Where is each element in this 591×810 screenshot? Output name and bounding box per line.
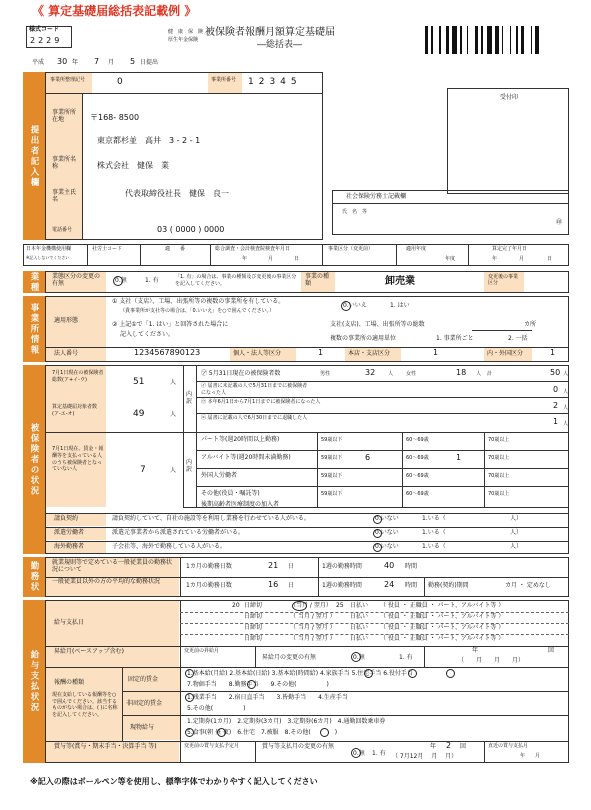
divider [484, 432, 485, 507]
avg-hours-label: 1週の勤務時間 [322, 582, 362, 589]
divider [45, 513, 569, 514]
overseas-close: 人） [510, 543, 523, 550]
breakdown-i-label: ㋑ 届書に未記載の人で5月31日までに被保険者になった人 [201, 383, 308, 396]
foreign-label: 内・外国区分 [487, 350, 524, 357]
divider [424, 577, 425, 597]
female-value[interactable]: 18 [456, 368, 467, 377]
barcode [425, 26, 565, 56]
late-label: 後期高齢者医療制度の加入者 [201, 501, 280, 508]
section-band-wage [23, 600, 45, 763]
receipt-stamp-label: 受付印 [500, 94, 519, 101]
addr-label: 事業所所在地 [52, 109, 77, 123]
divider [196, 450, 569, 451]
inkind-label: 現物給与 [130, 724, 155, 731]
divider [180, 557, 181, 597]
section-label-insured: 被保険者の状況 [29, 422, 39, 497]
nonfixed-items-1[interactable]: 1.残業手当 2.宿日直手当 3.皆勤手当 4.生産手当 [187, 694, 348, 701]
divider [396, 244, 397, 266]
sharoushi-label: 社会保険労務士記載欄 [346, 193, 407, 200]
biz-change-none[interactable]: 0.無 [115, 277, 127, 284]
bonus-times-value[interactable]: 2 [446, 741, 452, 750]
pay-month-option[interactable]: （ 当月 / 翌月 ） [290, 613, 336, 620]
circle-mark [217, 728, 226, 737]
pay-row-divider [180, 634, 569, 635]
divider [45, 93, 323, 94]
barcode-bar [535, 26, 538, 54]
age-70-3: 70歳以上 [488, 473, 510, 479]
office-code-label: 事業所整理記号 [50, 77, 86, 83]
reg-days-value[interactable]: 21 [268, 561, 279, 570]
apply-question-2b: 記入してください。 [120, 331, 175, 338]
breakdown-i-value[interactable]: 0 [553, 385, 559, 394]
office-no-label: 事業所番号 [211, 77, 237, 83]
divider [255, 741, 256, 763]
office-no-value[interactable]: 12345 [248, 77, 302, 87]
pt-label: パート等(週20時間以上勤務) [201, 436, 280, 443]
breakdown-a-label: ㋐ 5月31日現在の被保険者数 [201, 370, 281, 377]
submit-month-unit: 月 [108, 59, 115, 66]
pay-day-unit: 日払い [350, 602, 369, 609]
raise-month-row: （ 月 月 月） [458, 657, 525, 664]
submit-day-unit: 日提出 [140, 59, 159, 66]
circle-mark [185, 669, 194, 678]
raise-times: 回 [548, 647, 555, 654]
reg-days-label: 1カ月の勤務日数 [186, 563, 232, 570]
divider [82, 93, 83, 240]
info-item-1: 社労士コード [92, 246, 123, 252]
info-month: 月 [268, 256, 274, 262]
submitter-box [45, 72, 323, 240]
barcode-bar [467, 26, 469, 54]
receipt-stamp-box [447, 88, 569, 194]
insurance-type-health: 健 康 保 険 [168, 29, 204, 35]
divider [196, 397, 569, 398]
inkind-items-1[interactable]: 1.定期券(1カ月) 2.定期券(3カ月) 3.定期券(6カ月) 4.通勤回数乗車券 [187, 718, 386, 725]
divider [424, 646, 425, 667]
divider [180, 646, 181, 667]
ar-60-value[interactable]: 1 [456, 453, 462, 462]
section-band-office [23, 296, 45, 362]
postal-code[interactable]: 〒168- 8500 [90, 113, 140, 122]
breakdown-label: 内訳 [186, 391, 193, 405]
office-code-value[interactable]: 0 [117, 77, 123, 87]
biz-type-label: 事業の種 類 [305, 273, 336, 287]
ins-jul1-value[interactable]: 51 [133, 377, 145, 387]
bonus-label: 賞与等(賞与・期末手当・決算手当 等) [54, 743, 157, 750]
pay-target[interactable]: （ 役員 ・ 正職員 ・ パート、アルバイト等 ） [380, 602, 505, 609]
pay-close-day[interactable]: 20 [232, 602, 240, 609]
divider [196, 468, 569, 469]
barcode-bar [502, 26, 504, 54]
divider [318, 557, 319, 597]
reg-hours-label: 1週の勤務時間 [322, 563, 362, 570]
divider [122, 715, 569, 716]
age-70-4: 70歳以上 [488, 491, 510, 497]
bonus-times: 回 [460, 743, 467, 750]
hq-div-value[interactable]: 1 [433, 348, 439, 357]
form-code-value: 2229 [30, 36, 63, 45]
contract-close: 人） [510, 515, 523, 522]
breakdown-u-label: ㋒ 本年6月1日から7月1日までに被保険者になった人 [201, 399, 321, 405]
pay-target[interactable]: （ 役員 ・ 正職員 ・ パート、アルバイト等 ） [380, 613, 505, 620]
barcode-bar [452, 26, 457, 54]
circle-mark [408, 669, 417, 678]
divider [45, 432, 569, 433]
breakdown-label-2: 内訳 [186, 459, 193, 473]
info-day-2: 日 [547, 256, 553, 262]
contract-no[interactable]: 0.いない [375, 515, 399, 522]
tel-value[interactable]: 03 ( 0000 ) 0000 [157, 225, 225, 234]
breakdown-i-unit: 人 [563, 389, 569, 395]
age-60-1: 60～69歳 [406, 437, 429, 443]
submit-month: 7 [94, 57, 100, 66]
form-subtitle: ―総括表― [257, 40, 303, 50]
breakdown-u-unit: 人 [563, 405, 569, 411]
divider [332, 203, 569, 204]
age-59-3: 59歳以下 [321, 473, 343, 479]
pay-close-unit: 日締切 [244, 602, 263, 609]
age-60-2: 60～69歳 [406, 455, 429, 461]
pay-day[interactable]: 25 [336, 602, 344, 609]
owner-label: 事業主氏名 [52, 189, 77, 203]
fo-label: 外国人労働者 [201, 472, 238, 479]
age-60-4: 60～69歳 [406, 491, 429, 497]
biz-change-label: 業態区分の変更の有無 [52, 273, 101, 287]
info-month-2: 月 [519, 256, 525, 262]
document-title: 《 算定基礎届総括表記載例 》 [32, 4, 197, 18]
barcode-bar [495, 26, 498, 54]
divider [183, 365, 184, 507]
nonfixed-items-2[interactable]: 5.その他( ) [187, 705, 246, 712]
non-ins-value[interactable]: 7 [140, 465, 146, 475]
barcode-bar [460, 26, 462, 54]
name-value[interactable]: 株式会社 健保 業 [97, 161, 169, 170]
bonus-before-label: 変更前の賞与支払予定月 [184, 743, 240, 749]
branch-total-label: 支社(支店)、工場、出張所等の総数 [330, 321, 425, 328]
overseas-question: 子会社等、海外で勤務している人がいる。 [112, 543, 227, 550]
submit-year: 30 [57, 57, 68, 66]
section-band-work [7, 557, 45, 597]
multi-unit-option-1[interactable]: 1. 事業所ごと [436, 335, 474, 342]
avg-days-value[interactable]: 16 [268, 580, 279, 589]
insurance-type-pension: 厚生年金保険 [168, 37, 199, 43]
form-code-label: 様式コード [29, 26, 60, 33]
age-60-3: 60～69歳 [406, 473, 429, 479]
section-label-work: 勤務状況 [7, 561, 39, 593]
breakdown-e-unit: 人 [563, 421, 569, 427]
divider [122, 691, 569, 692]
ins-basis-unit: 人 [170, 411, 177, 418]
bonus-year: 年 [430, 743, 437, 750]
info-sub: ※記入しないでください [26, 255, 70, 261]
corp-no-label: 法人番号 [54, 350, 79, 357]
apply-answer-yes[interactable]: 1. はい [390, 302, 410, 309]
ar-59-value[interactable]: 6 [365, 453, 371, 462]
biz-type-value[interactable]: 卸売業 [385, 276, 415, 287]
info-day: 日 [294, 256, 300, 262]
divider [196, 413, 569, 414]
address-value[interactable]: 東京都杉並 高井 3 - 2 - 1 [97, 136, 201, 145]
divider [196, 381, 569, 382]
male-value[interactable]: 32 [365, 368, 376, 377]
footer-note: ※記入の際はボールペン等を使用し、標準字体でわかりやすく記入してください [30, 777, 318, 786]
apply-question-1-note: （貴事業所が支社等の場合は、「0.いいえ」を○で囲んでください。） [120, 308, 275, 314]
divider [45, 527, 569, 528]
female-label: 女性 [406, 371, 417, 377]
barcode-bar [521, 26, 524, 54]
fixed-label: 固定的賃金 [128, 676, 159, 683]
info-item-6: 算定完了年月日 [492, 246, 528, 252]
divider [484, 741, 485, 763]
pay-row-divider [180, 623, 569, 624]
underline [472, 330, 532, 331]
avg-hours-unit: 時間 [405, 582, 418, 589]
non-ins-label: 7月1日現在、賃金・報酬等を支払っている人のうち被保険者となっていない人 [52, 446, 104, 473]
dispatch-question: 派遣元事業者から派遣されている労働者がいる。 [112, 529, 245, 536]
pay-close-unit: 日締切 [244, 624, 263, 631]
barcode-bar [431, 26, 433, 54]
total-value[interactable]: 50 [550, 368, 561, 377]
info-item-3: 総合調査・会計検査院検査年月日 [215, 246, 291, 252]
ins-jul1-label: 7月1日現在の被保険者総数(ア+イ-ウ) [52, 370, 104, 383]
divider [210, 244, 211, 266]
bonus-recent-label: 直近の賞与支払月 [488, 743, 529, 749]
multi-unit-option-2[interactable]: 2. 一括 [508, 335, 528, 342]
age-59-4: 59歳以下 [321, 491, 343, 497]
ins-basis-value[interactable]: 49 [133, 409, 145, 419]
male-unit: 人 [388, 371, 394, 377]
info-item-4: 事業区分（変更前） [328, 246, 374, 252]
barcode-bar [481, 26, 483, 54]
pay-close-unit: 日締切 [244, 613, 263, 620]
reg-hours-unit: 時間 [405, 563, 418, 570]
raise-yes[interactable]: 1. 有 [399, 654, 413, 661]
overseas-no[interactable]: 0.いない [375, 543, 399, 550]
circle-mark [292, 601, 307, 611]
reg-hours-value[interactable]: 40 [384, 561, 395, 570]
breakdown-u-value[interactable]: 2 [553, 401, 559, 410]
form-title: 被保険者報酬月額算定基礎届 [205, 27, 335, 38]
nonfixed-label: 非固定的賃金 [126, 700, 163, 707]
bonus-yes[interactable]: 1. 有 [372, 750, 386, 757]
section-band-submitter [23, 72, 45, 240]
tel-label: 電話番号 [52, 227, 73, 233]
section-label-wage: 給与支払状況 [29, 650, 39, 713]
info-nendo: 年度 [445, 256, 456, 262]
circle-mark [364, 669, 373, 678]
apply-question-2: ② 上記①で「1. はい」と回答された場合に [112, 321, 229, 328]
corp-no-value[interactable]: 1234567890123 [134, 348, 201, 357]
breakdown-e-value[interactable]: 1 [553, 417, 559, 426]
foreign-value[interactable]: 1 [550, 348, 556, 357]
dispatch-no[interactable]: 0.いない [375, 529, 399, 536]
period-label: 勤務(契約)期間 [428, 582, 469, 589]
overseas-yes[interactable]: 1.いる（ [422, 543, 446, 550]
inkind-items-2[interactable]: 5.食事(朝 昼 夜) 6.住宅 7.被服 8.その他( ) [187, 729, 338, 736]
biz-change-note: 「1. 有」の場合は、事業の種類及び変更後の事業区分を記入してください。 [175, 274, 297, 287]
bonus-change-question: 賞与等支払月の変更の有無 [262, 743, 335, 750]
divider [196, 486, 569, 487]
divider [180, 667, 181, 741]
contract-label: 請負契約 [54, 515, 79, 522]
divider [322, 244, 323, 266]
pay-close-unit: 日締切 [244, 635, 263, 642]
bonus-months[interactable]: （ 7月12月 月 月） [392, 753, 458, 760]
divider [317, 432, 318, 507]
circle-mark [320, 728, 329, 737]
fixed-items-1[interactable]: 1.基本給(月給) 2.基本給(日給) 3.基本給(時間給) 4.家族手当 5.住宅手当 6.役付手当 [187, 670, 413, 677]
circle-mark [247, 680, 256, 689]
barcode-bar [516, 26, 518, 54]
pay-day-unit: 日払い [350, 624, 369, 631]
divider [140, 244, 141, 266]
age-59-1: 59歳以下 [321, 437, 343, 443]
seal-mark: ㊞ [556, 219, 563, 226]
hq-div-label: 本店・支店区分 [348, 350, 391, 357]
barcode-bar [510, 26, 512, 54]
age-59-2: 59歳以下 [321, 455, 343, 461]
work-reg-label: 就業規則等で定めている一般従業員の勤務状況について [52, 559, 173, 573]
ins-jul1-unit: 人 [170, 379, 177, 386]
raise-year: 年 [472, 647, 479, 654]
total-unit: 人 [563, 371, 569, 377]
pay-target[interactable]: （ 役員 ・ 正職員 ・ パート、アルバイト等 ） [380, 635, 505, 642]
pay-target[interactable]: （ 役員 ・ 正職員 ・ パート、アルバイト等 ） [380, 624, 505, 631]
fixed-items-2[interactable]: 7.物価手当 8.勤務手当 9.その他( ) [187, 681, 329, 688]
biz-change-yes[interactable]: 1. 有 [145, 277, 159, 284]
avg-hours-value[interactable]: 24 [384, 580, 395, 589]
info-item-2: 適 番 [165, 246, 186, 252]
barcode-bar [446, 26, 449, 54]
age-70-1: 70歳以上 [488, 437, 510, 443]
raise-label: 昇給月(ベースアップ含む) [54, 648, 124, 655]
apply-answer-no[interactable]: 0.いいえ [343, 302, 367, 309]
raise-none[interactable]: 0.無 [353, 654, 365, 661]
overseas-label: 海外勤務者 [54, 543, 85, 550]
dispatch-label: 派遣労働者 [54, 529, 85, 536]
pay-month-option[interactable]: （ 当月 / 翌月 ） [290, 635, 336, 642]
pay-day-unit: 日払い [350, 613, 369, 620]
barcode-bar [475, 26, 478, 54]
ot-label: その他(役員・嘱託等) [201, 490, 260, 497]
age-70-2: 70歳以上 [488, 455, 510, 461]
male-label: 男性 [320, 371, 331, 377]
biz-after-label: 変更後の事業区分 [488, 274, 519, 286]
barcode-bar [425, 26, 428, 54]
apply-label: 適用形態 [54, 317, 79, 324]
info-year-2: 年 [492, 256, 498, 262]
divider [402, 432, 403, 507]
divider [87, 244, 88, 266]
circle-mark [185, 728, 194, 737]
submit-day: 5 [130, 57, 136, 66]
breakdown-e-label: ㋓ 届書に記載の人で6月30日までに退職した人 [201, 415, 308, 421]
circle-mark [446, 669, 455, 678]
section-band-insured [23, 365, 45, 554]
contract-yes[interactable]: 1.いる（ [422, 515, 446, 522]
corp-div-label: 個人・法人等区分 [233, 350, 282, 357]
total-label: 計 [487, 371, 493, 377]
info-year: 年 [242, 256, 248, 262]
circle-mark [185, 693, 194, 702]
divider [468, 244, 469, 266]
reg-days-unit: 日 [288, 563, 295, 570]
payday-label: 給与支払日 [54, 619, 85, 626]
bonus-none[interactable]: 0.無 [353, 750, 365, 757]
divider [180, 741, 181, 763]
contract-question: 請負契約していて、自社の施設等を利用し業務を行わせている人がいる。 [112, 515, 310, 522]
dispatch-close: 人） [510, 529, 523, 536]
section-label-office: 事業所情報 [29, 302, 39, 356]
non-ins-unit: 人 [170, 467, 177, 474]
divider [45, 541, 569, 542]
pay-day-unit: 日払い [350, 635, 369, 642]
info-label: 日本年金機構使用欄 [26, 246, 72, 252]
corp-div-value[interactable]: 1 [318, 348, 324, 357]
work-avg-label: 一般従業員以外の方の平均的な勤務状況 [52, 578, 161, 585]
section-label-submitter: 提出者記入欄 [29, 124, 39, 188]
dispatch-yes[interactable]: 1.いる（ [422, 529, 446, 536]
barcode-bar [531, 26, 533, 54]
section-label-business: 業種 [29, 271, 39, 293]
submit-year-unit: 年 [72, 59, 79, 66]
branch-total-unit: カ所 [524, 321, 537, 328]
section-band-business [23, 271, 45, 293]
period-value[interactable]: カ月 ・ 定めなし [505, 582, 551, 589]
ar-label: アルバイト等(週20時間未満勤務) [201, 454, 291, 461]
female-unit: 人 [476, 371, 482, 377]
raise-change-question: 昇給月の変更の有無 [262, 654, 317, 661]
submit-era: 平成 [32, 59, 45, 66]
avg-days-label: 1カ月の勤務日数 [186, 582, 232, 589]
info-item-5: 適用年度 [406, 246, 427, 252]
pay-row-divider [180, 612, 569, 613]
pay-month-option[interactable]: （ 当月 / 翌月 ） [290, 624, 336, 631]
owner-value[interactable]: 代表取締役社長 健保 良一 [125, 189, 229, 198]
raise-changed-label: 変更前の昇給月 [184, 648, 220, 654]
apply-question-1: ① 支社（支店）、工場、出張所等の複数の事業所を有している。 [112, 298, 285, 305]
barcode-bar [439, 26, 441, 54]
name-label: 事業所名称 [52, 156, 77, 170]
avg-days-unit: 日 [288, 582, 295, 589]
pay-month-option[interactable]: （当月 / 翌月） [290, 602, 332, 609]
sharoushi-name-label: 氏 名 等 [342, 209, 368, 215]
bonus-recent-unit: 年 月 [520, 753, 541, 759]
multi-unit-label: 複数の事業所の適用単位 [330, 335, 397, 342]
ins-basis-label: 算定基礎届対象者数(ア-エ-オ) [52, 404, 98, 417]
pay-type-note: 現在支給している報酬等を○で囲んでください。該当するものがない場合は、( )に名称を記入してください。 [52, 692, 118, 718]
divider [255, 646, 256, 667]
pay-type-label: 報酬の種類 [54, 679, 85, 686]
barcode-bar [487, 26, 492, 54]
